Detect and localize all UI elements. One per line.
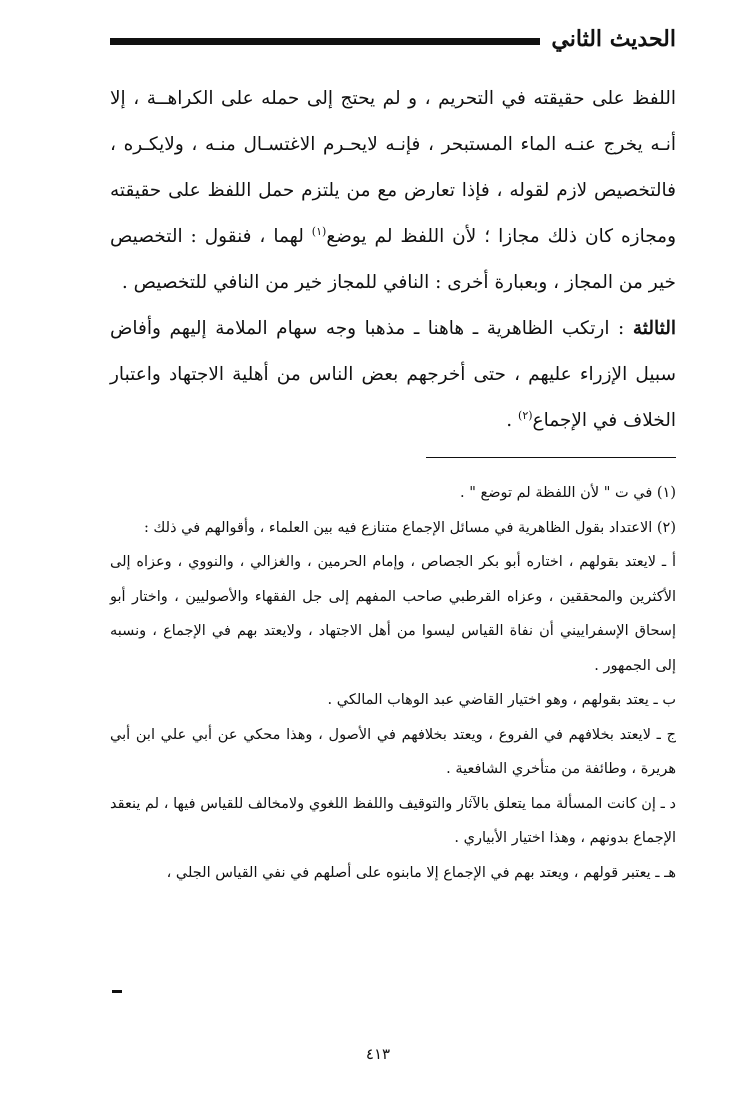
- footnote-separator: [426, 457, 676, 459]
- header-title: الحديث الثاني: [551, 26, 676, 52]
- paragraph-1-tail: لهما ، فنقول : التخصيص خير من المجاز ، وبعبارة أخرى : النافي للمجاز خير من النافي للتخصيص .: [110, 226, 676, 293]
- running-header: [110, 24, 676, 64]
- footnotes: [110, 476, 676, 890]
- paragraph-2-text: : ارتكب الظاهرية ـ هاهنا ـ مذهبا وجه سهام الملامة إليهم وأفاض سبيل الإزراء عليهم ، حتى أخرجهم بعض الناس من أهلية الاجتهاد واعتبار الخلاف في الإجماع: [110, 318, 676, 431]
- footnote-2: (٢) الاعتداد بقول الظاهرية في مسائل الإجماع متنازع فيه بين العلماء ، وأقوالهم في ذلك :: [143, 519, 676, 536]
- header-rule: [110, 38, 540, 45]
- paragraph-2-lead: الثالثة: [632, 318, 676, 339]
- page-number: ٤١٣: [365, 1045, 391, 1063]
- paragraph-1: [110, 76, 676, 306]
- footnote-1: (١) في ت " لأن اللفظة لم توضع " .: [459, 485, 676, 501]
- footnote-ref-1: (١): [311, 224, 327, 238]
- footnote-2-item-a: أ ـ لايعتد بقولهم ، اختاره أبو بكر الجصاص ، وإمام الحرمين ، والغزالي ، والنووي ، وعزاه إلى الأكثرين والمحققين ، وعزاه القرطبي صاحب المفهم إلى جل الفقهاء والأصوليين ، واختار أبو إسحاق الإسفراييني أن نفاة القياس ليسوا من أهل الاجتهاد ، ولايعتد بهم في الإجماع ، ونسبه إلى الجمهور .: [110, 554, 676, 674]
- footnote-ref-2: (٢): [518, 408, 533, 422]
- footnote-2-item-e: هـ ـ يعتبر قولهم ، ويعتد بهم في الإجماع إلا مابنوه على أصلهم في نفي القياس الجلي ،: [166, 864, 676, 881]
- continuation-mark: [112, 990, 122, 993]
- paragraph-2: [110, 306, 676, 444]
- paragraph-2-tail: .: [506, 410, 519, 431]
- footnote-2-item-c: ج ـ لايعتد بخلافهم في الفروع ، ويعتد بخلافهم في الأصول ، وهذا محكي عن أبي علي ابن أبي هريرة ، وطائفة من متأخري الشافعية .: [110, 726, 676, 777]
- main-text: [110, 76, 676, 444]
- footnote-2-item-b: ب ـ يعتد بقولهم ، وهو اختيار القاضي عبد الوهاب المالكي .: [327, 692, 676, 708]
- footnote-2-item-d: د ـ إن كانت المسألة مما يتعلق بالآثار والتوقيف واللفظ اللغوي ولامخالف للقياس فيها ، لم ينعقد الإجماع بدونهم ، وهذا اختيار الأبياري .: [110, 795, 676, 846]
- paragraph-1-text: اللفظ على حقيقته في التحريم ، و لم يحتج إلى حمله على الكراهــة ، إلا أنـه يخرج عنـه الماء المستبحر ، فإنـه لايحـرم الاغتسـال منـه ، ولايكـره ، فالتخصيص لازم لقوله ، فإذا تعارض مع من يلتزم حمل اللفظ على حقيقته ومجازه كان ذلك مجازا ؛ لأن اللفظ لم يوضع: [110, 88, 677, 247]
